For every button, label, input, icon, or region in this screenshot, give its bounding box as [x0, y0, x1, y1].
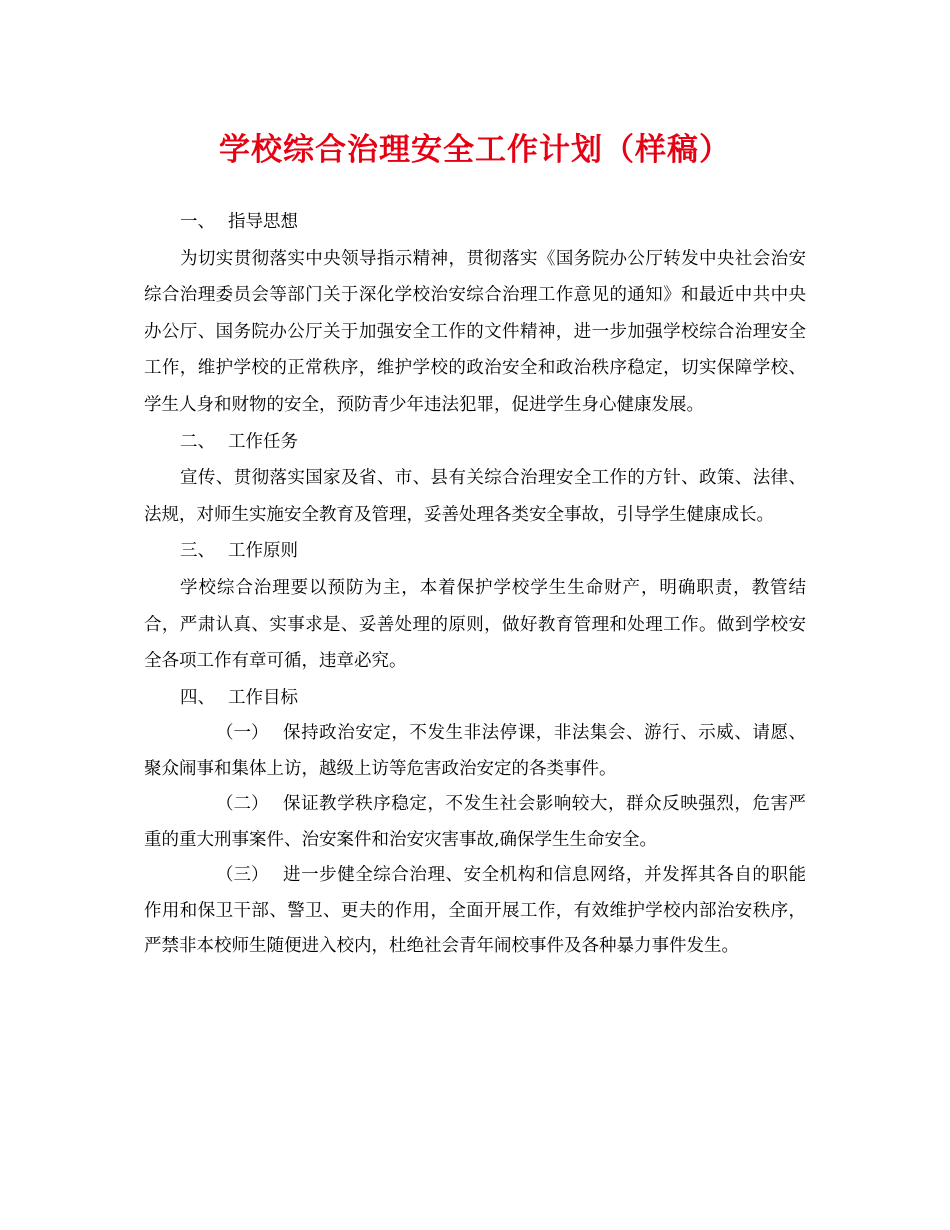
list-item	[144, 858, 806, 965]
list-item	[144, 716, 806, 787]
section-title: 工作目标	[228, 687, 298, 708]
section-heading	[144, 533, 806, 570]
section-heading	[144, 204, 806, 241]
list-item-text: 保证教学秩序稳定，不发生社会影响较大，群众反映强烈，危害严重的重大刑事案件、治安案件和治安灾害事故,确保学生生命安全。	[144, 794, 806, 850]
section-number: 四、	[180, 687, 215, 708]
section-number: 三、	[180, 541, 215, 562]
document-body	[144, 204, 806, 965]
list-item-marker: （二）	[216, 794, 269, 815]
paragraph: 学校综合治理要以预防为主，本着保护学校学生生命财产，明确职责，教管结合，严肃认真、实事求是、妥善处理的原则，做好教育管理和处理工作。做到学校安全各项工作有章可循，违章必究。	[144, 577, 806, 672]
section-number: 一、	[180, 212, 215, 232]
section-title: 指导思想	[228, 212, 298, 232]
paragraph: 为切实贯彻落实中央领导指示精神，贯彻落实《国务院办公厅转发中央社会治安综合治理委员会等部门关于深化学校治安综合治理工作意见的通知》和最近中共中央办公厅、国务院办公厅关于加强安全工作的文件精神，进一步加强学校综合治理安全工作，维护学校的正常秩序，维护学校的政治安全和政治秩序稳定，切实保障学校、学生人身和财物的安全，预防青少年违法犯罪，促进学生身心健康发展。	[144, 248, 806, 415]
section-heading	[144, 424, 806, 461]
section-title: 工作任务	[228, 431, 298, 452]
list-item-text: 进一步健全综合治理、安全机构和信息网络，并发挥其各自的职能作用和保卫干部、警卫、更夫的作用，全面开展工作，有效维护学校内部治安秩序，严禁非本校师生随便进入校内，杜绝社会青年闹校事件及各种暴力事件发生。	[144, 865, 806, 957]
list-item-marker: （三）	[216, 865, 269, 886]
section-number: 二、	[180, 431, 215, 452]
list-item-text: 保持政治安定，不发生非法停课，非法集会、游行、示威、请愿、聚众闹事和集体上访，越级上访等危害政治安定的各类事件。	[144, 723, 806, 779]
document-title: 学校综合治理安全工作计划（样稿）	[219, 132, 731, 168]
section-title: 工作原则	[228, 541, 298, 562]
section-heading	[144, 680, 806, 717]
list-item-marker: （一）	[216, 723, 269, 744]
list-item	[144, 787, 806, 858]
paragraph: 宣传、贯彻落实国家及省、市、县有关综合治理安全工作的方针、政策、法律、法规，对师生实施安全教育及管理，妥善处理各类安全事故，引导学生健康成长。	[144, 468, 806, 525]
